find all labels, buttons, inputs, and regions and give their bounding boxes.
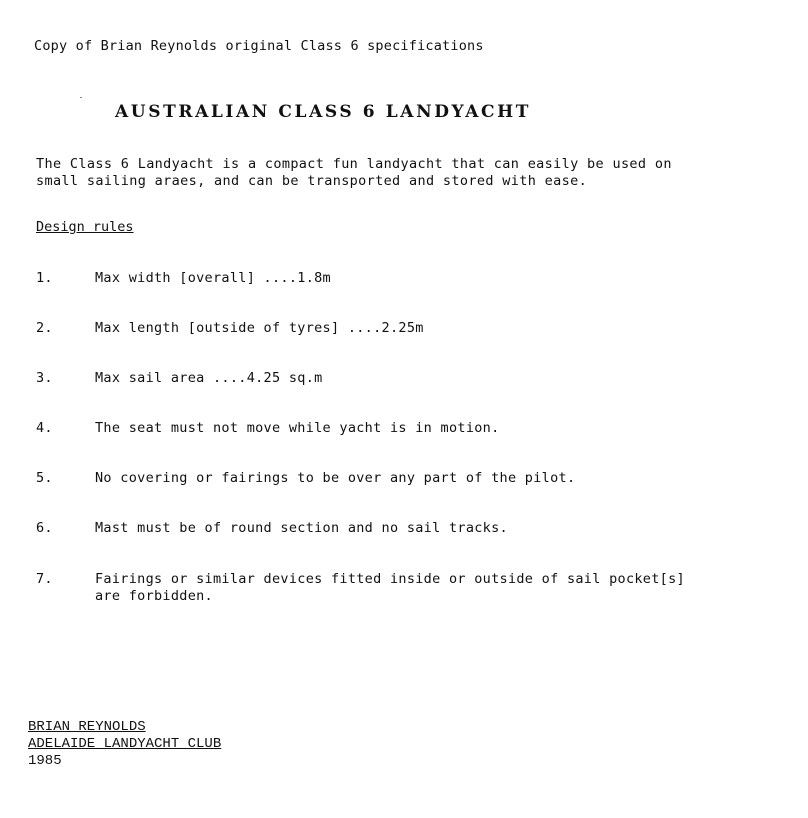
- rule-number: 2.: [36, 320, 53, 336]
- rule-text: Max sail area ....4.25 sq.m: [95, 370, 323, 386]
- header-note: Copy of Brian Reynolds original Class 6 specifications: [34, 38, 484, 54]
- rule-text: Fairings or similar devices fitted inside or outside of sail pocket[s] are forbidden.: [95, 571, 685, 604]
- rule-text: Max width [overall] ....1.8m: [95, 270, 331, 286]
- intro-paragraph: The Class 6 Landyacht is a compact fun landyacht that can easily be used on small sailing araes, and can be transported and stored with ease.: [36, 156, 672, 189]
- rule-number: 4.: [36, 420, 53, 436]
- document-title: AUSTRALIAN CLASS 6 LANDYACHT: [115, 102, 532, 122]
- scan-speck: [80, 97, 82, 98]
- rule-text: Max length [outside of tyres] ....2.25m: [95, 320, 424, 336]
- rule-number: 3.: [36, 370, 53, 386]
- rule-text: Mast must be of round section and no sail tracks.: [95, 520, 508, 536]
- rule-number: 1.: [36, 270, 53, 286]
- signature-name: BRIAN REYNOLDS: [28, 719, 146, 735]
- rule-number: 6.: [36, 520, 53, 536]
- signature-club: ADELAIDE LANDYACHT CLUB: [28, 736, 222, 752]
- rule-text: No covering or fairings to be over any part of the pilot.: [95, 470, 576, 486]
- section-heading-design-rules: Design rules: [36, 219, 134, 235]
- signature-block: [28, 719, 221, 770]
- signature-year: 1985: [28, 753, 62, 769]
- rule-number: 5.: [36, 470, 53, 486]
- rule-text: The seat must not move while yacht is in motion.: [95, 420, 500, 436]
- rule-number: 7.: [36, 571, 53, 587]
